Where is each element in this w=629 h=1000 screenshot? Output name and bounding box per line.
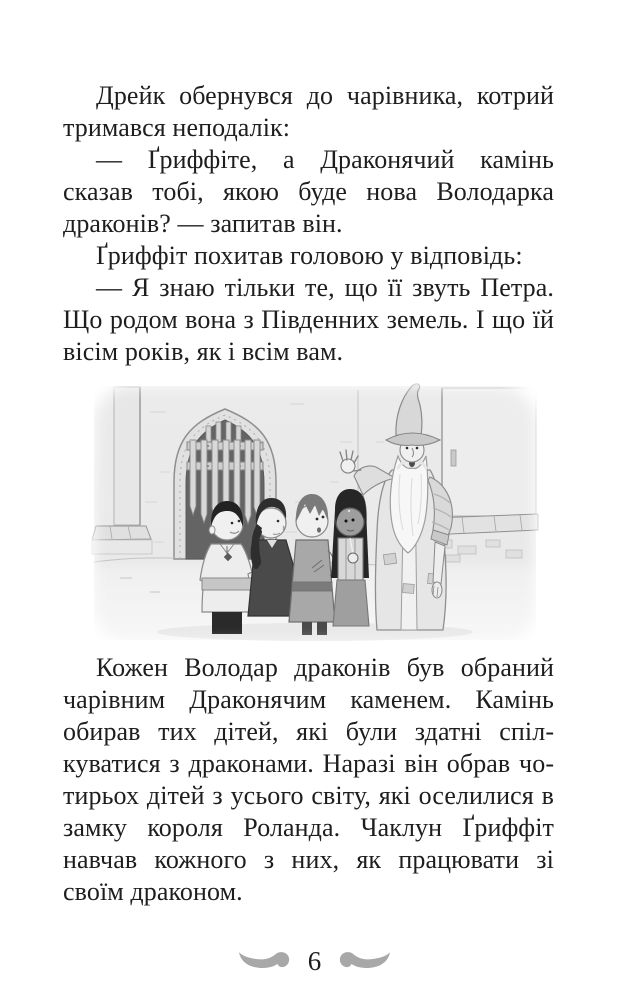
paragraph: Дрейк обернувся до чарівника, котрий тримався неподалік:: [63, 81, 554, 142]
page-footer: [0, 936, 629, 984]
flourish-left-icon: [238, 950, 292, 970]
paragraph-dialogue: — Я знаю тільки те, що її звуть Петра. Що родом вона з Південних земель. І що їй вісім років, як і всім вам.: [63, 273, 554, 366]
paragraph-dialogue: — Ґриффіте, а Драконячий камінь сказав тобі, якою буде нова Володарка драконів? — запитав він.: [63, 145, 554, 238]
paragraph: Кожен Володар драконів був обраний чарівним Драконячим каменем. Камінь обирав тих дітей, які були здатні спілкуватися з драконами. Наразі він обрав чотирьох дітей з усього світу, які оселилися в замку короля Роланда. Чаклун Ґриффіт навчав кожного з них, як працювати зі своїм драконом.: [63, 653, 554, 906]
story-illustration: [90, 382, 540, 648]
text-block-bottom: [63, 652, 554, 908]
flourish-right-icon: [337, 950, 391, 970]
paragraph: Ґриффіт похитав головою у відповідь:: [96, 241, 523, 270]
text-block-top: [63, 80, 554, 368]
page-number: 6: [307, 945, 322, 976]
children-group: [200, 489, 369, 635]
child-girl-long-hair: [331, 489, 369, 626]
